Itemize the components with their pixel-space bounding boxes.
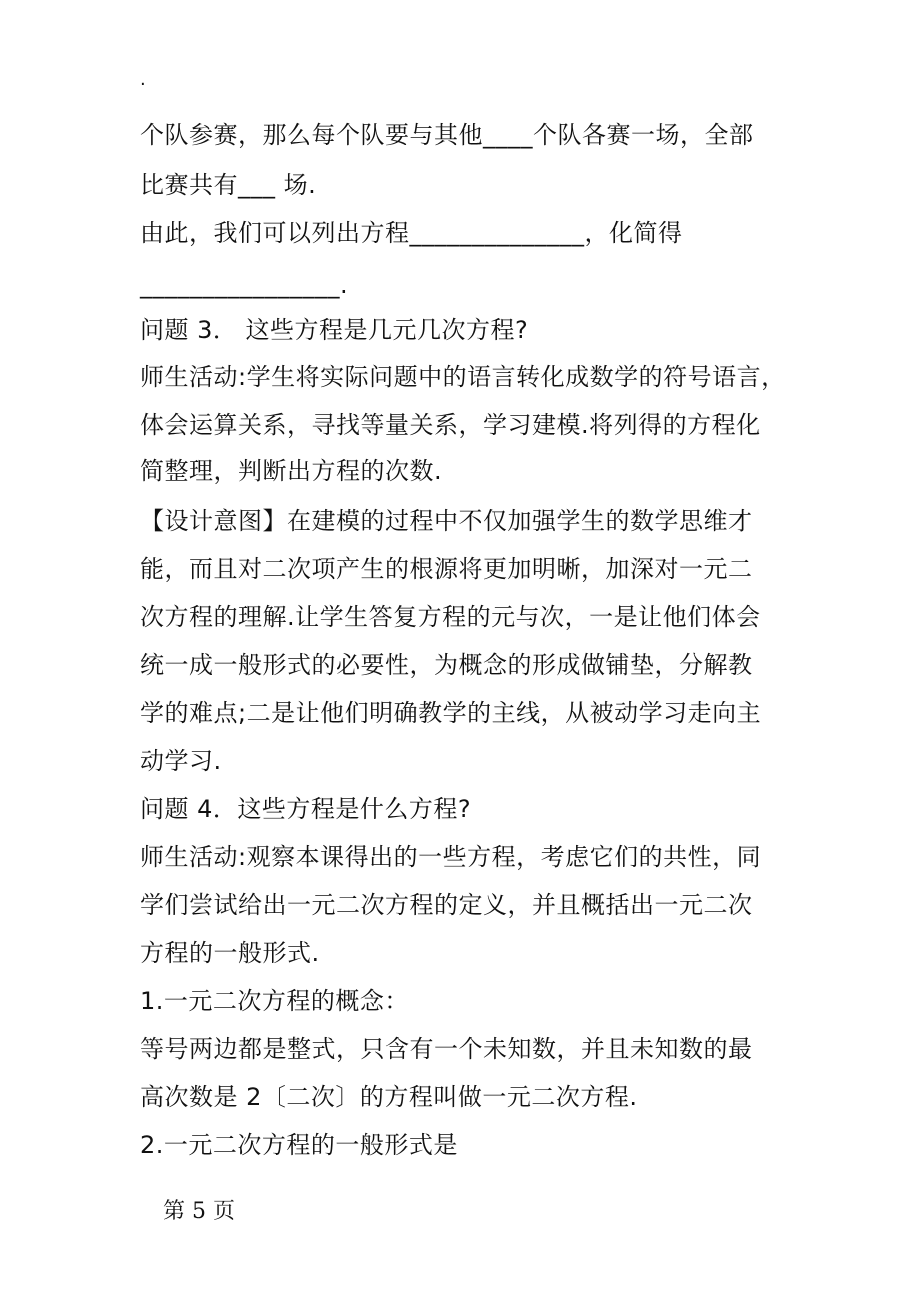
section-1-heading: 1.一元二次方程的概念： [140, 987, 409, 1015]
text-line: 学们尝试给出一元二次方程的定义，并且概括出一元二次 [140, 891, 753, 919]
text-line: 高次数是 2〔二次〕的方程叫做一元二次方程. [140, 1083, 638, 1111]
text-line: 师生活动:观察本课得出的一些方程，考虑它们的共性，同 [140, 843, 762, 871]
text-line: ________________. [140, 271, 349, 299]
question-4-heading: 问题 4．这些方程是什么方程? [140, 795, 472, 823]
text-line: 简整理，判断出方程的次数. [140, 457, 443, 485]
text-line: 次方程的理解.让学生答复方程的元与次，一是让他们体会 [140, 603, 761, 631]
text-line: 方程的一般形式. [140, 939, 320, 967]
text-line: 学的难点;二是让他们明确教学的主线，从被动学习走向主 [140, 699, 762, 727]
question-3-heading: 问题 3． 这些方程是几元几次方程? [140, 316, 529, 344]
text-line: 统一成一般形式的必要性，为概念的形成做铺垫，分解教 [140, 651, 753, 679]
header-dot: . [140, 69, 146, 90]
text-line: 师生活动:学生将实际问题中的语言转化成数学的符号语言， [140, 363, 786, 391]
text-line: 能，而且对二次项产生的根源将更加明晰，加深对一元二 [140, 555, 753, 583]
text-line: 个队参赛，那么每个队要与其他____个队各赛一场，全部 [140, 121, 754, 149]
text-line: 等号两边都是整式，只含有一个未知数，并且未知数的最 [140, 1035, 753, 1063]
text-line: 体会运算关系，寻找等量关系，学习建模.将列得的方程化 [140, 411, 761, 439]
design-intent-line: 【设计意图】在建模的过程中不仅加强学生的数学思维才 [140, 507, 753, 535]
section-2-heading: 2.一元二次方程的一般形式是 [140, 1131, 458, 1159]
text-line: 比赛共有___ 场. [140, 171, 317, 199]
page-number: 第 5 页 [163, 1199, 235, 1224]
text-line: 动学习. [140, 747, 222, 775]
text-line: 由此，我们可以列出方程______________，化简得 [140, 219, 683, 247]
